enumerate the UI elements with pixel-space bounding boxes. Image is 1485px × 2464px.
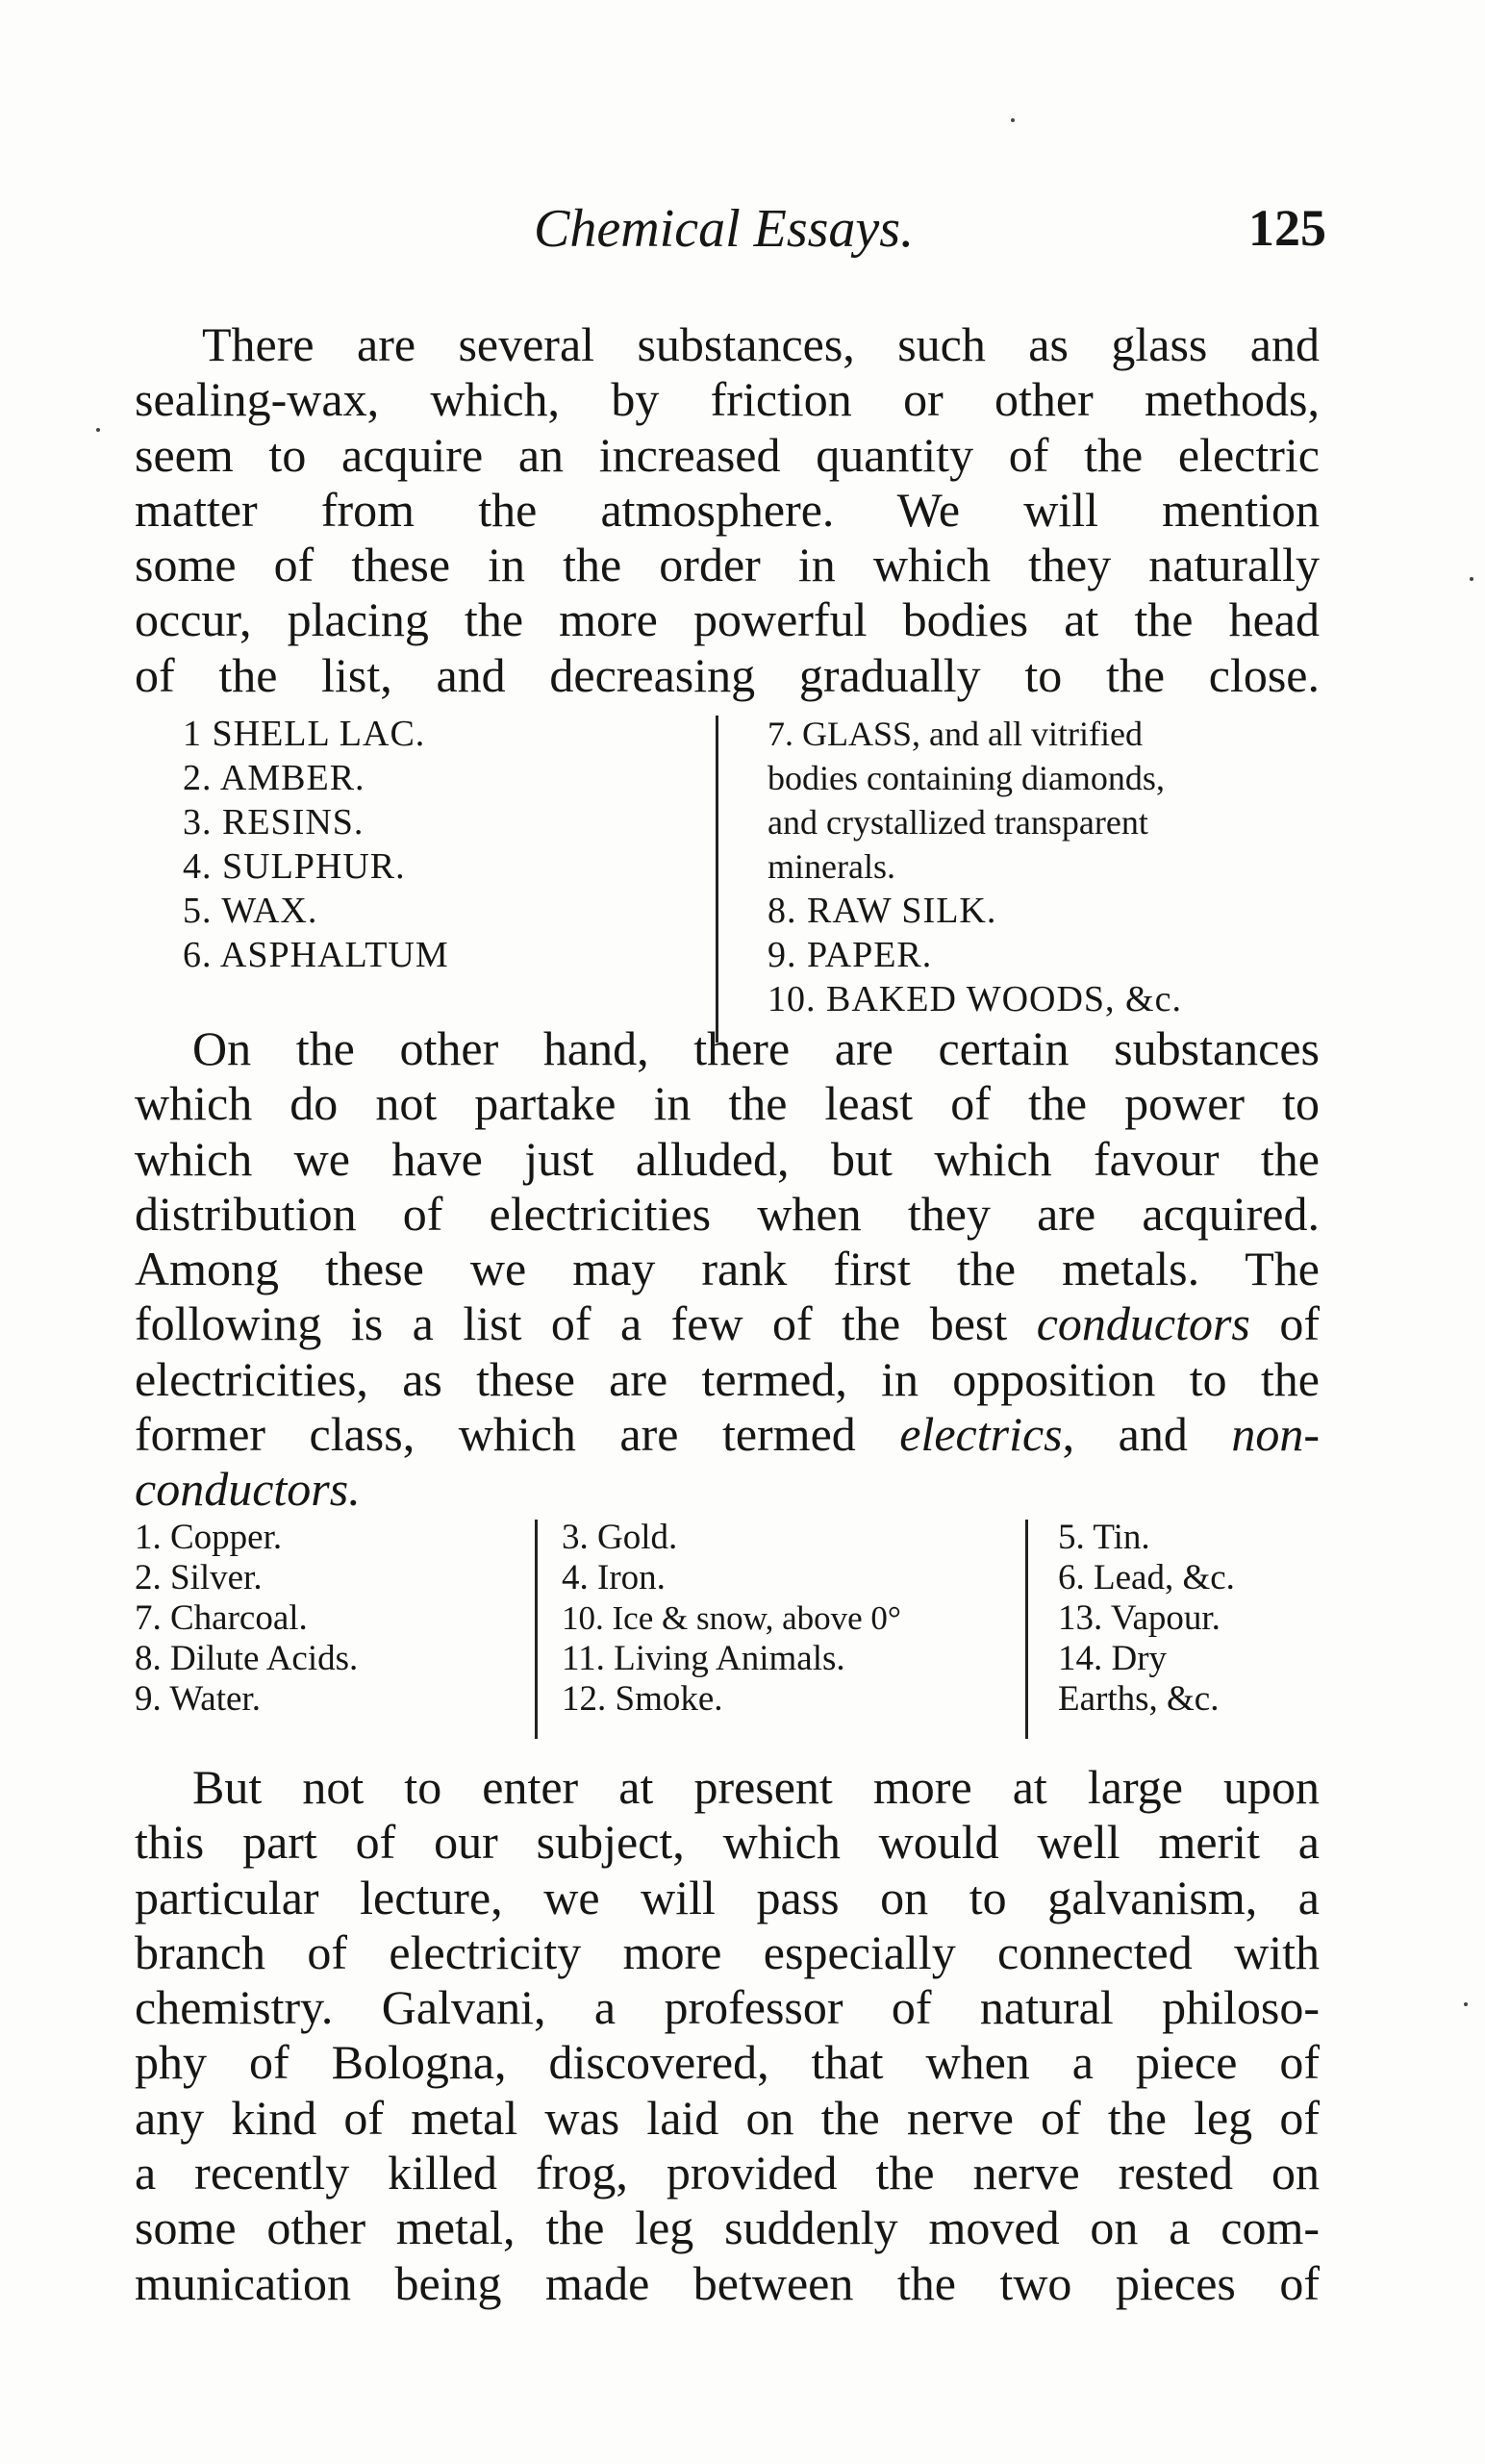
list-item: 8. Dilute Acids. bbox=[135, 1639, 359, 1678]
list-item: and crystallized transparent bbox=[768, 803, 1148, 842]
text-line: any kind of metal was laid on the nerve of the leg of bbox=[135, 2090, 1320, 2145]
list-item: 3. Gold. bbox=[562, 1518, 678, 1557]
scan-speck bbox=[96, 428, 100, 432]
column-divider bbox=[1025, 1520, 1028, 1739]
paragraph-2 bbox=[135, 1021, 1320, 1518]
electrics-list-right bbox=[768, 712, 1182, 1021]
text-line: former class, which are termed electrics, and non- bbox=[135, 1407, 1320, 1462]
text-line: a recently killed frog, provided the nerve rested on bbox=[135, 2146, 1320, 2200]
list-item: 14. Dry bbox=[1058, 1639, 1168, 1678]
list-item: 6. Lead, &c. bbox=[1058, 1558, 1235, 1597]
list-item: 5. Tin. bbox=[1058, 1518, 1150, 1557]
list-item: 8. RAW SILK. bbox=[768, 891, 997, 931]
list-item: 4. SULPHUR. bbox=[183, 846, 406, 887]
text-line: distribution of electricities when they are acquired. bbox=[135, 1186, 1320, 1241]
scan-speck bbox=[1011, 118, 1015, 122]
list-item: minerals. bbox=[768, 847, 895, 886]
conductors-list-col3 bbox=[1058, 1518, 1235, 1720]
list-item: 7. Charcoal. bbox=[135, 1598, 308, 1638]
text-line: occur, placing the more powerful bodies at the head bbox=[135, 592, 1320, 647]
list-item: 6. ASPHALTUM bbox=[183, 935, 449, 975]
list-item: 9. Water. bbox=[135, 1679, 261, 1719]
list-item: 7. GLASS, and all vitrified bbox=[768, 715, 1143, 753]
text-line: particular lecture, we will pass on to galvanism, a bbox=[135, 1870, 1320, 1924]
list-item: 1 SHELL LAC. bbox=[183, 714, 426, 754]
text-line: some other metal, the leg suddenly moved on a com- bbox=[135, 2200, 1320, 2255]
text-line: which we have just alluded, but which favour the bbox=[135, 1131, 1320, 1186]
scan-speck bbox=[1464, 2002, 1468, 2006]
text-line: phy of Bologna, discovered, that when a piece of bbox=[135, 2035, 1320, 2090]
column-divider bbox=[716, 716, 718, 1043]
text-line: some of these in the order in which they naturally bbox=[135, 538, 1320, 592]
page-number: 125 bbox=[1248, 199, 1326, 257]
list-item: 10. Ice & snow, above 0° bbox=[562, 1599, 901, 1637]
list-item: 1. Copper. bbox=[135, 1518, 283, 1557]
text-line: But not to enter at present more at large upon bbox=[192, 1760, 1320, 1814]
list-item: 5. WAX. bbox=[183, 891, 318, 931]
text-line: which do not partake in the least of the power to bbox=[135, 1076, 1320, 1131]
list-item: 3. RESINS. bbox=[183, 802, 365, 842]
list-item: 4. Iron. bbox=[562, 1558, 666, 1597]
electrics-list-left bbox=[183, 712, 449, 977]
list-item: 2. AMBER. bbox=[183, 758, 365, 798]
list-item: 10. BAKED WOODS, &c. bbox=[768, 979, 1182, 1019]
list-item: 11. Living Animals. bbox=[562, 1639, 845, 1678]
list-item: 9. PAPER. bbox=[768, 935, 933, 975]
text-line: matter from the atmosphere. We will mention bbox=[135, 482, 1320, 537]
text-line: branch of electricity more especially connected with bbox=[135, 1924, 1320, 1979]
text-line: electricities, as these are termed, in opposition to the bbox=[135, 1351, 1320, 1406]
text-line: On the other hand, there are certain substances bbox=[192, 1021, 1320, 1075]
paragraph-1 bbox=[135, 317, 1320, 703]
list-item: Earths, &c. bbox=[1058, 1679, 1220, 1719]
column-divider bbox=[535, 1520, 538, 1739]
text-line: conductors. bbox=[135, 1462, 361, 1517]
paragraph-3 bbox=[135, 1760, 1320, 2311]
conductors-list-col2 bbox=[562, 1518, 901, 1720]
list-item: 2. Silver. bbox=[135, 1558, 263, 1597]
text-line: of the list, and decreasing gradually to the close. bbox=[135, 647, 1320, 702]
text-line: There are several substances, such as glass and bbox=[202, 317, 1320, 371]
list-item: 13. Vapour. bbox=[1058, 1598, 1221, 1638]
text-line: following is a list of a few of the best conductors of bbox=[135, 1296, 1320, 1351]
text-line: munication being made between the two pieces of bbox=[135, 2255, 1320, 2310]
list-item: bodies containing diamonds, bbox=[768, 759, 1165, 797]
text-line: chemistry. Galvani, a professor of natural philoso- bbox=[135, 1980, 1320, 2035]
list-item: 12. Smoke. bbox=[562, 1679, 723, 1719]
scan-speck bbox=[1470, 577, 1473, 581]
text-line: Among these we may rank first the metals. The bbox=[135, 1242, 1320, 1296]
conductors-list-col1 bbox=[135, 1518, 358, 1720]
text-line: this part of our subject, which would well merit a bbox=[135, 1815, 1320, 1870]
page-header bbox=[0, 198, 1485, 265]
text-line: sealing-wax, which, by friction or other methods, bbox=[135, 372, 1320, 427]
text-line: seem to acquire an increased quantity of the electric bbox=[135, 427, 1320, 482]
running-title: Chemical Essays. bbox=[534, 199, 915, 259]
